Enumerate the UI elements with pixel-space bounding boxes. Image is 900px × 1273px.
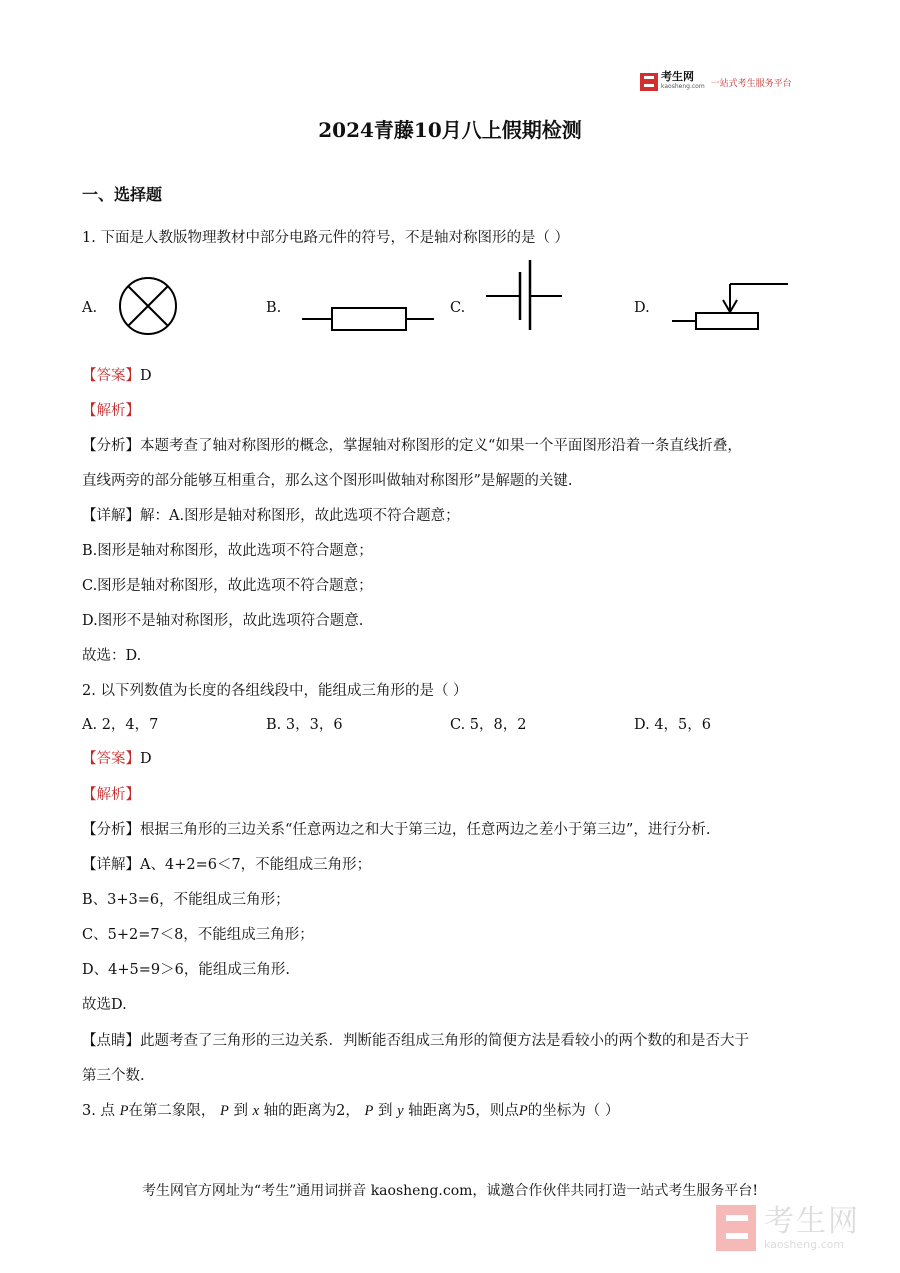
q2-fenxi: 【分析】根据三角形的三边关系“任意两边之和大于第三边，任意两边之差小于第三边”，进行分析. — [82, 822, 711, 838]
watermark-cn: 考生网 — [764, 1203, 860, 1239]
q3-stem — [82, 1101, 619, 1121]
q2-detail-a: 【详解】A、4+2=6＜7，不能组成三角形； — [82, 857, 372, 873]
q1-detail-a: 【详解】解：A.图形是轴对称图形，故此选项不符合题意； — [82, 508, 460, 524]
q2-detail-c: C、5+2=7＜8，不能组成三角形； — [82, 927, 314, 943]
var-x: x — [252, 1103, 260, 1119]
q1-analysis-tag: 【解析】 — [82, 403, 140, 419]
watermark — [716, 1200, 892, 1256]
page-title: 2024青藤10月八上假期检测 — [318, 118, 582, 142]
answer-value: D — [140, 751, 152, 767]
var-p: P — [518, 1103, 528, 1119]
q3-text: 到 — [377, 1103, 393, 1119]
q1-option-a-label: A. — [82, 300, 98, 316]
var-p: P — [119, 1103, 129, 1119]
watermark-logo-icon — [716, 1205, 756, 1251]
q3-num: 3. 点 — [82, 1103, 115, 1119]
q2-detail-b: B、3+3=6，不能组成三角形； — [82, 892, 290, 908]
q3-text: 在第二象限， — [128, 1103, 216, 1119]
q1-stem: 1. 下面是人教版物理教材中部分电路元件的符号，不是轴对称图形的是（ ） — [82, 230, 570, 246]
q1-option-d-label: D. — [634, 300, 650, 316]
var-p: P — [364, 1103, 374, 1119]
q1-detail-d: D.图形不是轴对称图形，故此选项符合题意. — [82, 613, 364, 629]
logo-text — [661, 72, 705, 92]
var-y: y — [397, 1103, 404, 1119]
q2-option-a: A. 2，4，7 — [82, 717, 159, 733]
q2-stem: 2. 以下列数值为长度的各组线段中，能组成三角形的是（ ） — [82, 683, 468, 699]
answer-tag: 【答案】 — [82, 751, 140, 767]
answer-value: D — [140, 368, 152, 384]
q1-option-c-label: C. — [450, 300, 466, 316]
resistor-symbol-figure — [300, 304, 436, 334]
kaosheng-logo-icon — [640, 73, 658, 91]
q1-detail-b: B.图形是轴对称图形，故此选项不符合题意； — [82, 543, 373, 559]
header-logo — [640, 70, 792, 94]
q2-choose: 故选D. — [82, 997, 127, 1013]
q3-text: 轴的距离为2， — [263, 1103, 360, 1119]
q3-text: 到 — [233, 1103, 248, 1119]
q2-detail-d: D、4+5=9＞6，能组成三角形. — [82, 962, 290, 978]
q1-fenxi-line1: 【分析】本题考查了轴对称图形的概念，掌握轴对称图形的定义“如果一个平面图形沿着一条直线折叠， — [82, 438, 742, 454]
watermark-en: kaosheng.com — [764, 1237, 845, 1251]
q2-dianjing-line2: 第三个数. — [82, 1068, 145, 1084]
answer-tag: 【答案】 — [82, 368, 140, 384]
rheostat-symbol-figure — [670, 278, 794, 334]
q1-detail-c: C.图形是轴对称图形，故此选项不符合题意； — [82, 578, 373, 594]
q3-text: 的坐标为（ ） — [527, 1103, 620, 1119]
q1-choose: 故选：D. — [82, 648, 142, 664]
q2-analysis-tag: 【解析】 — [82, 787, 140, 803]
logo-slogan: 一站式考生服务平台 — [710, 78, 792, 89]
logo-en: kaosheng.com — [661, 83, 705, 90]
q2-answer — [82, 749, 152, 769]
q1-fenxi-line2: 直线两旁的部分能够互相重合，那么这个图形叫做轴对称图形”是解题的关键. — [82, 473, 573, 489]
page-footer: 考生网官方网址为“考生”通用词拼音 kaosheng.com，诚邀合作伙伴共同打造一站式考生服务平台! — [141, 1183, 759, 1199]
q2-option-d: D. 4，5，6 — [634, 717, 712, 733]
q2-option-b: B. 3，3，6 — [266, 717, 343, 733]
watermark-text — [764, 1203, 860, 1251]
capacitor-symbol-figure — [484, 258, 564, 332]
q1-option-b-label: B. — [266, 300, 282, 316]
q2-option-c: C. 5，8，2 — [450, 717, 527, 733]
var-p: P — [220, 1103, 229, 1119]
section-heading: 一、选择题 — [82, 185, 163, 204]
logo-cn: 考生网 — [661, 70, 694, 83]
q1-answer — [82, 366, 152, 386]
q3-text: 轴距离为5，则点 — [408, 1103, 519, 1119]
q2-dianjing-line1: 【点睛】此题考查了三角形的三边关系．判断能否组成三角形的简便方法是看较小的两个数的和是否大于 — [82, 1033, 749, 1049]
lamp-symbol-figure — [116, 276, 182, 336]
